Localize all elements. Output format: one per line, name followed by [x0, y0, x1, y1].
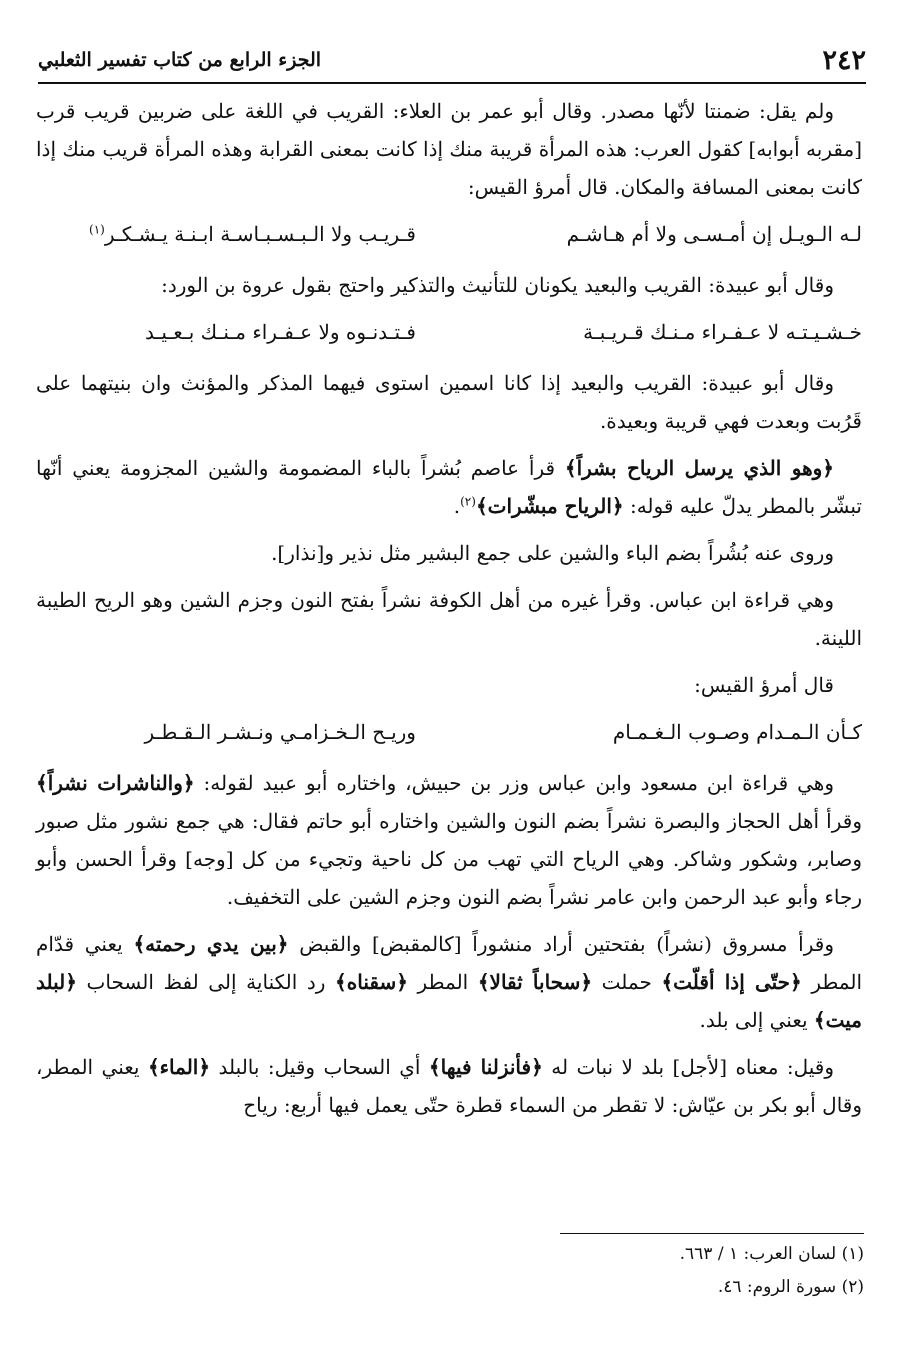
paragraph: وقال أبو عبيدة: القريب والبعيد يكونان للتأنيث والتذكير واحتج بقول عروة بن الورد:: [161, 273, 834, 297]
quran-quote: ﴿سقناه﴾: [335, 970, 408, 994]
verse-first-hemistich: خـشـيـتـه لا عـفـراء مـنـك قـريـبـة: [583, 320, 862, 344]
quran-quote: ﴿سحاباً ثقالا﴾: [477, 970, 593, 994]
text-run: وقيل: معناه [لأجل] بلد لا نبات له: [542, 1055, 835, 1079]
paragraph: ولم يقل: ضمنتا لأنّها مصدر. وقال أبو عمر بن العلاء: القريب في اللغة على ضربين قريب قرب [مقربه أبوابه] كقول العرب: هذه المرأة قريبة منك إذا كانت بمعنى القرابة وهذه المرأة قريب منك إذا كانت بمعنى المسافة والمكان. قال أمرؤ القيس:: [36, 99, 862, 199]
text-run: يعني المطر، وقال أبو بكر بن عيّاش: لا تقطر من السماء قطرة حتّى يعمل فيها أربع: رياح: [36, 1055, 862, 1117]
quran-quote: ﴿الماء﴾: [147, 1055, 211, 1079]
quran-quote: ﴿وهو الذي يرسل الرياح بشراً﴾: [564, 456, 834, 480]
poetry-verse: [36, 313, 862, 351]
verse-text: قـريـب ولا الـبـسـبـاسـة ابـنـة يـشـكـر: [104, 222, 416, 246]
footnote-ref: (٢): [460, 494, 476, 509]
paragraph: وروى عنه بُشُراً بضم الباء والشين على جمع البشير مثل نذير و[نذار].: [271, 541, 834, 565]
poetry-verse: [36, 713, 862, 751]
footnotes: [300, 1238, 864, 1304]
verse-first-hemistich: كـأن الـمـدام وصـوب الـغـمـام: [612, 720, 862, 744]
text-run: يعني قدّام المطر: [36, 932, 862, 994]
footnote-separator: [560, 1233, 864, 1234]
main-text: [36, 92, 862, 1133]
text-run: وقرأ مسروق (نشراً) بفتحتين أراد منشوراً [كالمقبض] والقبض: [288, 932, 834, 956]
footnote: (١) لسان العرب: ١ / ٦٦٣.: [679, 1244, 864, 1264]
text-run: يعني إلى بلد.: [699, 1008, 814, 1032]
text-run: وقرأ أهل الحجاز والبصرة نشراً بضم النون والشين واختاره أبو حاتم فقال: هي جمع نشور مثل صبور وصابر، وشكور وشاكر. وهي الرياح التي تهب من كل ناحية وتجيء من كل [وجه] وقرأ الحسن وأبو رجاء وأبو عبد الرحمن وابن عامر نشراً بضم النون وجزم الشين على التخفيف.: [36, 809, 862, 909]
paragraph: [36, 925, 862, 1039]
paragraph: قال أمرؤ القيس:: [694, 673, 834, 697]
quran-quote: ﴿فأنزلنا فيها﴾: [428, 1055, 543, 1079]
text-run: وهي قراءة ابن مسعود وابن عباس وزر بن حبيش، واختاره أبو عبيد لقوله:: [194, 771, 834, 795]
page-header: [38, 38, 866, 84]
paragraph: [36, 1048, 862, 1124]
quran-quote: ﴿بين يدي رحمته﴾: [133, 932, 289, 956]
quran-quote: ﴿حتّى إذا أقلّت﴾: [661, 970, 802, 994]
verse-first-hemistich: لـه الـويـل إن أمـسـى ولا أم هـاشـم: [566, 222, 862, 246]
quran-quote: ﴿والناشرات نشراً﴾: [36, 771, 195, 795]
text-run: .: [453, 494, 461, 518]
paragraph: وقال أبو عبيدة: القريب والبعيد إذا كانا اسمين استوى فيهما المذكر والمؤنث وان بنيتهما على قَرُبت وبعدت فهي قريبة وبعيدة.: [36, 371, 862, 433]
footnote: (٢) سورة الروم: ٤٦.: [717, 1277, 864, 1297]
footnote-ref: (١): [89, 222, 105, 237]
verse-second-hemistich: فـتـدنـوه ولا عـفـراء مـنـك بـعـيـد: [144, 320, 416, 344]
paragraph: وهي قراءة ابن عباس. وقرأ غيره من أهل الكوفة نشراً بفتح النون وجزم الشين وهو الريح الطيبة اللينة.: [36, 588, 862, 650]
text-run: حملت: [592, 970, 662, 994]
verse-second-hemistich: وريـح الـخـزامـي ونـشـر الـقـطـر: [144, 720, 416, 744]
paragraph: [36, 764, 862, 916]
quran-quote: ﴿الرياح مبشّرات﴾: [475, 494, 624, 518]
verse-second-hemistich: [36, 215, 416, 253]
poetry-verse: [36, 215, 862, 253]
text-run: رد الكناية إلى لفظ السحاب: [76, 970, 336, 994]
quran-quote: ﴿لبلد ميت﴾: [36, 970, 862, 1032]
running-title: الجزء الرابع من كتاب تفسير الثعلبي: [38, 49, 322, 71]
text-run: المطر: [407, 970, 478, 994]
text-run: قرأ عاصم بُشراً بالباء المضمومة والشين المجزومة يعني أنّها تبشّر بالمطر يدلّ عليه قوله:: [36, 456, 862, 518]
page-number: ٢٤٢: [822, 44, 866, 76]
paragraph: [36, 449, 862, 525]
text-run: أي السحاب وقيل: بالبلد: [210, 1055, 429, 1079]
